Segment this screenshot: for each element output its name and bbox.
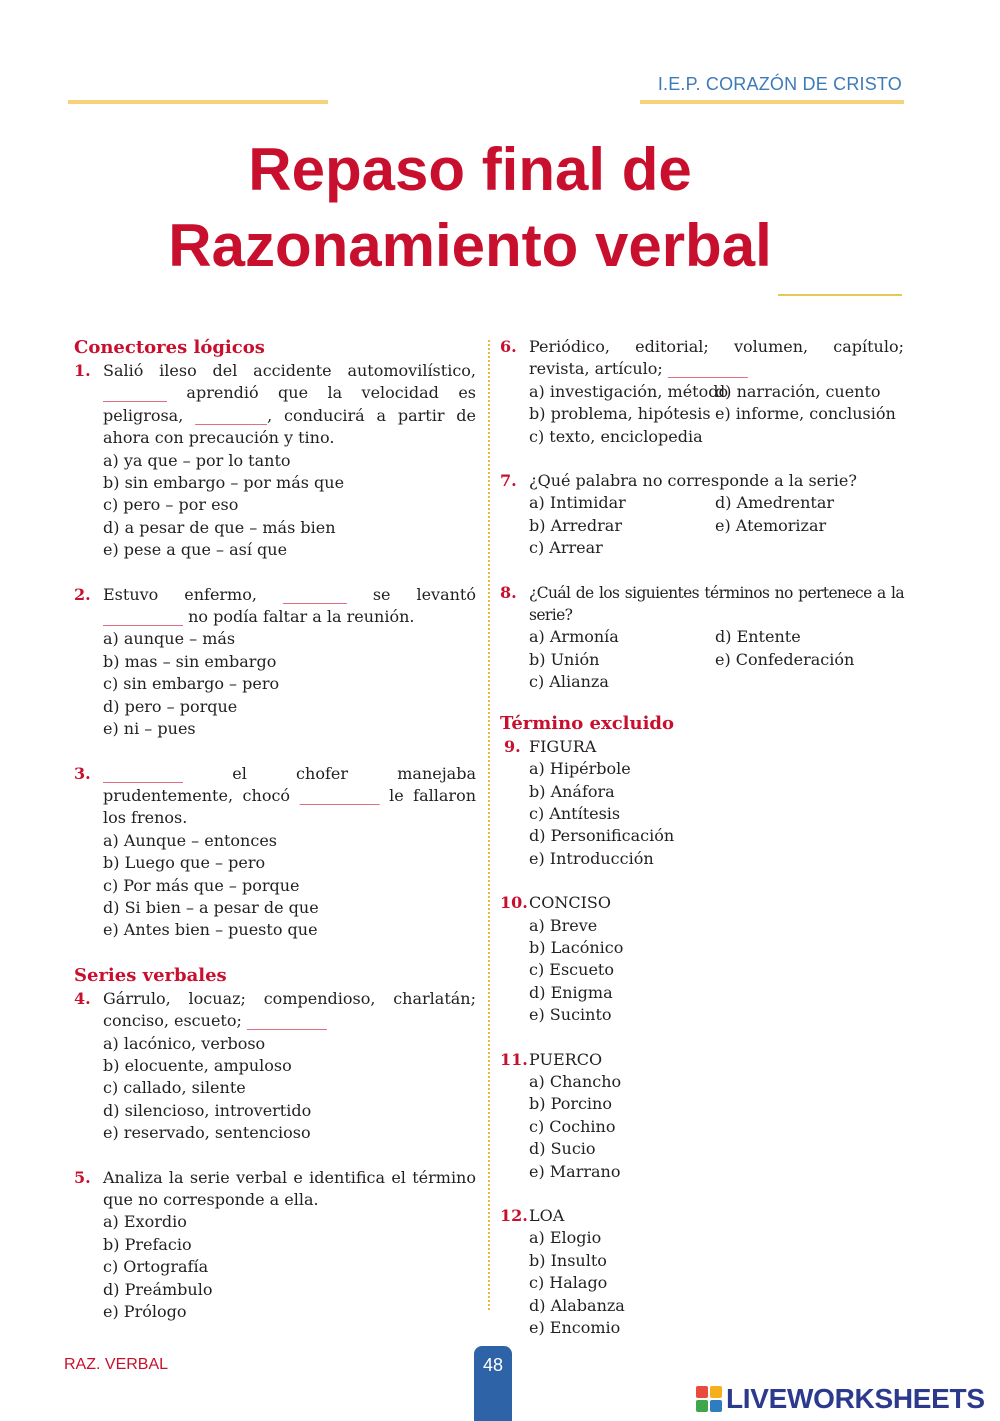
option[interactable]: b) Lacónico xyxy=(529,937,624,957)
question-8 xyxy=(500,582,904,694)
option[interactable]: b) elocuente, ampuloso xyxy=(103,1055,292,1075)
question-stem: FIGURA xyxy=(529,736,597,756)
question-stem: Gárrulo, locuaz; compendioso, charlatán; conciso, escueto; __________ xyxy=(103,988,476,1031)
question-stem: Salió ileso del accidente automovilístico, ________ aprendió que la velocidad es peligrosa, _________, conducirá a partir de ahora con precaución y tino. xyxy=(103,361,476,448)
option[interactable]: c) Alianza xyxy=(529,672,609,692)
question-7 xyxy=(500,470,904,560)
options-grid xyxy=(529,381,904,448)
option[interactable]: a) aunque – más xyxy=(103,629,236,649)
option[interactable]: c) texto, enciclopedia xyxy=(529,426,703,446)
option[interactable]: a) Armonía xyxy=(529,627,619,647)
footer-subject: RAZ. VERBAL xyxy=(64,1356,169,1373)
question-1 xyxy=(74,360,476,562)
option[interactable]: c) Arrear xyxy=(529,538,603,558)
options-grid xyxy=(529,492,904,559)
option[interactable]: e) reservado, sentencioso xyxy=(103,1123,311,1143)
question-3 xyxy=(74,763,476,942)
brand-text: LIVEWORKSHEETS xyxy=(726,1383,985,1414)
option[interactable]: c) Cochino xyxy=(529,1116,616,1136)
question-number: 4. xyxy=(74,988,91,1008)
options-grid xyxy=(529,626,904,693)
answer-blank[interactable]: __________ xyxy=(246,1011,327,1031)
title-line-2: Razonamiento verbal xyxy=(168,212,772,279)
question-9 xyxy=(500,736,904,870)
option[interactable]: a) Intimidar xyxy=(529,493,626,513)
option[interactable]: a) investigación, método xyxy=(529,381,729,401)
option[interactable]: c) Halago xyxy=(529,1273,608,1293)
question-4 xyxy=(74,988,476,1145)
option[interactable]: e) Atemorizar xyxy=(715,515,827,535)
option[interactable]: d) pero – porque xyxy=(103,696,238,716)
option[interactable]: e) pese a que – así que xyxy=(103,540,288,560)
option[interactable]: b) mas – sin embargo xyxy=(103,651,277,671)
option[interactable]: c) sin embargo – pero xyxy=(103,674,280,694)
option[interactable]: b) problema, hipótesis xyxy=(529,404,711,424)
option[interactable]: e) Antes bien – puesto que xyxy=(103,920,318,940)
question-stem: CONCISO xyxy=(529,893,611,913)
option[interactable]: c) callado, silente xyxy=(103,1078,246,1098)
question-stem: LOA xyxy=(529,1206,565,1225)
option[interactable]: b) Prefacio xyxy=(103,1234,192,1254)
option[interactable]: c) pero – por eso xyxy=(103,495,239,515)
question-number: 3. xyxy=(74,763,91,783)
question-number: 11. xyxy=(500,1049,528,1069)
question-number: 6. xyxy=(500,337,517,356)
page-number: 48 xyxy=(474,1346,512,1421)
option[interactable]: a) Exordio xyxy=(103,1212,187,1232)
question-stem: Periódico, editorial; volumen, capítulo; revista, artículo; __________ xyxy=(529,337,904,379)
question-number: 10. xyxy=(500,893,528,913)
option[interactable]: d) Enigma xyxy=(529,982,613,1002)
option[interactable]: d) narración, cuento xyxy=(715,381,881,401)
option[interactable]: e) Confederación xyxy=(715,649,855,669)
question-12 xyxy=(500,1205,904,1339)
option[interactable]: d) Alabanza xyxy=(529,1295,625,1315)
question-number: 1. xyxy=(74,361,91,380)
column-divider xyxy=(488,340,490,1310)
question-number: 12. xyxy=(500,1206,528,1225)
option[interactable]: a) lacónico, verboso xyxy=(103,1033,266,1053)
question-number: 9. xyxy=(504,736,521,756)
option[interactable]: d) silencioso, introvertido xyxy=(103,1100,312,1120)
option[interactable]: e) Marrano xyxy=(529,1161,621,1181)
page-title xyxy=(0,132,940,284)
option[interactable]: a) Elogio xyxy=(529,1228,602,1248)
option[interactable]: b) Unión xyxy=(529,649,600,669)
question-stem: Estuvo enfermo, ________ se levantó __________ no podía faltar a la reunión. xyxy=(103,584,476,627)
question-stem: __________ el chofer manejaba prudentemente, chocó __________ le fallaron los frenos. xyxy=(103,763,476,828)
option[interactable]: e) Encomio xyxy=(529,1318,621,1338)
option[interactable]: c) Ortografía xyxy=(103,1257,209,1277)
option[interactable]: a) Aunque – entonces xyxy=(103,830,277,850)
school-name: I.E.P. CORAZÓN DE CRISTO xyxy=(657,74,902,94)
left-column xyxy=(74,336,476,1345)
option[interactable]: b) Luego que – pero xyxy=(103,853,266,873)
question-stem: PUERCO xyxy=(529,1049,603,1069)
right-column xyxy=(500,336,904,1361)
question-5 xyxy=(74,1167,476,1324)
header-rule-left xyxy=(68,100,328,104)
option[interactable]: d) Personificación xyxy=(529,826,675,846)
option[interactable]: b) Anáfora xyxy=(529,781,615,801)
question-2 xyxy=(74,584,476,741)
question-stem: ¿Qué palabra no corresponde a la serie? xyxy=(529,471,857,491)
brand-watermark xyxy=(696,1384,985,1414)
option[interactable]: b) Porcino xyxy=(529,1094,612,1114)
option[interactable]: e) Introducción xyxy=(529,848,654,868)
answer-blank[interactable]: __________ xyxy=(667,359,748,379)
option[interactable]: a) Breve xyxy=(529,915,598,935)
header-rule-right xyxy=(640,100,904,104)
option[interactable]: d) a pesar de que – más bien xyxy=(103,517,336,537)
option[interactable]: b) sin embargo – por más que xyxy=(103,473,345,493)
option[interactable]: c) Por más que – porque xyxy=(103,875,300,895)
option[interactable]: e) Prólogo xyxy=(103,1302,187,1322)
option[interactable]: e) informe, conclusión xyxy=(715,404,896,424)
option[interactable]: d) Amedrentar xyxy=(715,493,835,513)
option[interactable]: a) ya que – por lo tanto xyxy=(103,450,291,470)
option[interactable]: c) Antítesis xyxy=(529,803,621,823)
question-number: 2. xyxy=(74,584,91,604)
answer-blank[interactable]: ________ xyxy=(282,584,347,604)
option[interactable]: b) Insulto xyxy=(529,1250,607,1270)
question-11 xyxy=(500,1049,904,1183)
option[interactable]: e) Sucinto xyxy=(529,1005,612,1025)
option[interactable]: d) Sucio xyxy=(529,1139,596,1159)
option[interactable]: c) Escueto xyxy=(529,960,614,980)
answer-blank[interactable]: ________ xyxy=(103,383,167,403)
question-6 xyxy=(500,336,904,448)
option[interactable]: d) Preámbulo xyxy=(103,1279,213,1299)
option[interactable]: b) Arredrar xyxy=(529,515,622,535)
option[interactable]: d) Si bien – a pesar de que xyxy=(103,897,319,917)
question-stem: Analiza la serie verbal e identifica el término que no corresponde a ella. xyxy=(103,1167,476,1209)
question-number: 8. xyxy=(500,582,517,602)
title-line-1: Repaso final de xyxy=(248,136,692,203)
question-10 xyxy=(500,892,904,1026)
section-series: Series verbales xyxy=(74,964,227,986)
liveworksheets-logo-icon xyxy=(696,1386,722,1412)
answer-blank[interactable]: _________ xyxy=(195,405,268,425)
answer-blank[interactable]: __________ xyxy=(299,785,380,805)
title-rule xyxy=(778,294,902,296)
question-number: 5. xyxy=(74,1167,91,1187)
answer-blank[interactable]: __________ xyxy=(103,763,183,783)
question-number: 7. xyxy=(500,471,517,491)
section-termino: Término excluido xyxy=(500,712,675,734)
question-stem: ¿Cuál de los siguientes términos no pertenece a la serie? xyxy=(529,583,904,625)
option[interactable]: e) ni – pues xyxy=(103,719,196,739)
answer-blank[interactable]: __________ xyxy=(103,607,183,627)
section-conectores: Conectores lógicos xyxy=(74,337,265,358)
option[interactable]: a) Chancho xyxy=(529,1071,622,1091)
option[interactable]: d) Entente xyxy=(715,627,801,647)
option[interactable]: a) Hipérbole xyxy=(529,759,631,779)
